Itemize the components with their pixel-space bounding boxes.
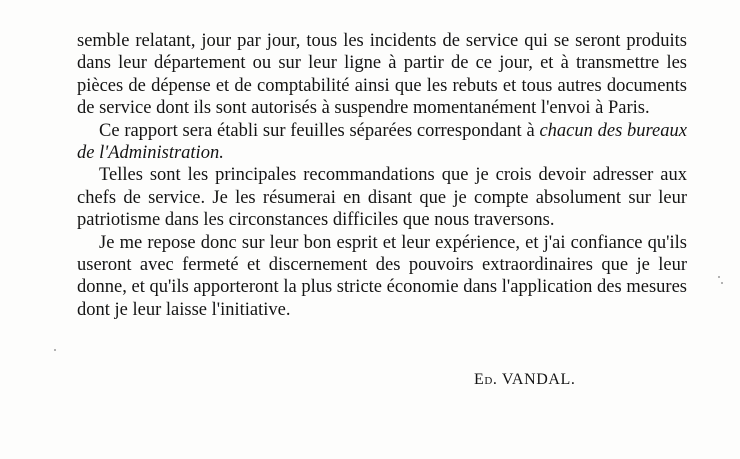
paragraph-confidence: Je me repose donc sur leur bon esprit et leur expérience, et j'ai confiance qu'ils useront avec fermeté et discernement des pouvoirs extraordinaires que je leur donne, et qu'ils apporteront la plus stricte économie dans l'application des mesures dont je leur laisse l'initiative.	[77, 232, 687, 320]
signature: Ed. VANDAL.	[474, 371, 576, 388]
document-body	[77, 30, 687, 321]
scan-speck	[718, 276, 720, 278]
paragraph-recommendations: Telles sont les principales recommandations que je crois devoir adresser aux chefs de service. Je les résumerai en disant que je compte absolument sur leur patriotisme dans les circonstances difficiles que nous traversons.	[77, 165, 687, 231]
paragraph-report	[77, 120, 687, 165]
paragraph-report-italic: chacun des bureaux de l'Administration.	[77, 120, 687, 164]
scan-speck	[54, 349, 56, 351]
scan-speck	[721, 282, 723, 284]
paragraph-continuation: semble relatant, jour par jour, tous les incidents de service qui se seront produits dans leur département ou sur leur ligne à partir de ce jour, et à transmettre les pièces de dépense et de comptabilité ainsi que les rebuts et tous autres documents de service dont ils sont autorisés à suspendre momentanément l'envoi à Paris.	[77, 31, 687, 119]
paragraph-report-text: Ce rapport sera établi sur feuilles séparées correspondant à	[99, 120, 540, 141]
